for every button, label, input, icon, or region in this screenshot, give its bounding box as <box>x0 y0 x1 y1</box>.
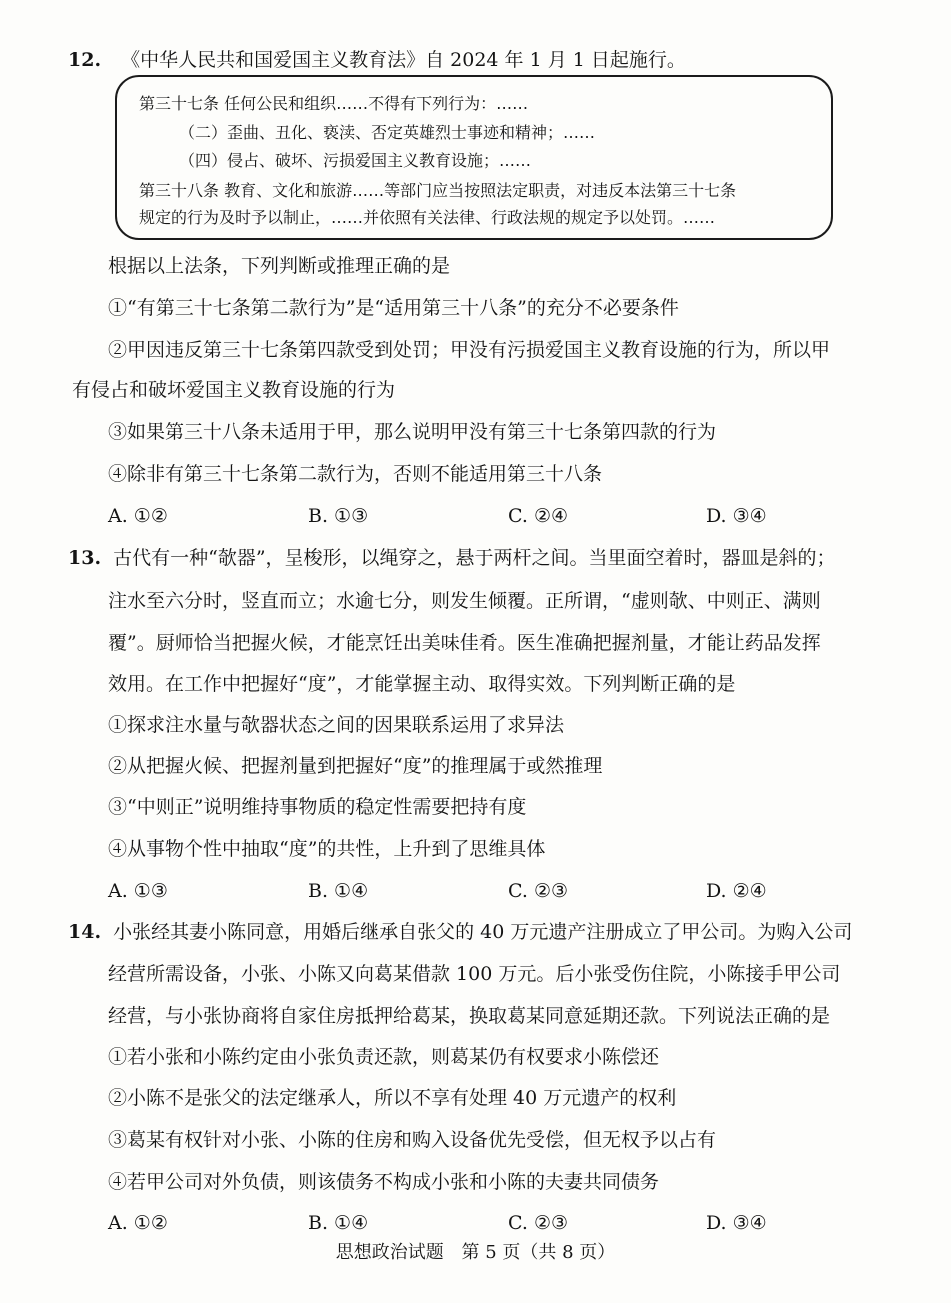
q14-option-a[interactable]: A. ①② <box>108 1212 168 1234</box>
q12-stem: 《中华人民共和国爱国主义教育法》自 2024 年 1 月 1 日起施行。 <box>121 49 686 71</box>
law-line: （二）歪曲、丑化、亵渎、否定英雄烈士事迹和精神；…… <box>179 123 596 142</box>
q12-option-b[interactable]: B. ①③ <box>308 505 369 527</box>
q12-number: 12. <box>68 49 102 71</box>
q14-option-c[interactable]: C. ②③ <box>508 1212 569 1234</box>
q12-statement: ④除非有第三十七条第二款行为，否则不能适用第三十八条 <box>108 463 603 485</box>
footer-subject: 思想政治试题 <box>335 1242 444 1263</box>
q14-statement: ①若小张和小陈约定由小张负责还款，则葛某仍有权要求小陈偿还 <box>108 1046 660 1068</box>
footer-page-number: 第 5 页（共 8 页） <box>461 1242 616 1263</box>
law-line: 第三十七条 任何公民和组织……不得有下列行为：…… <box>139 94 529 113</box>
law-line: 规定的行为及时予以制止，……并依照有关法律、行政法规的规定予以处罚。…… <box>139 208 716 227</box>
q13-option-c[interactable]: C. ②③ <box>508 880 569 902</box>
q12-option-d[interactable]: D. ③④ <box>706 505 767 527</box>
q14-paragraph-line: 经营所需设备，小张、小陈又向葛某借款 100 万元。后小张受伤住院，小陈接手甲公司 <box>108 963 841 985</box>
q14-paragraph-line: 小张经其妻小陈同意，用婚后继承自张父的 40 万元遗产注册成立了甲公司。为购入公司 <box>113 921 853 943</box>
q13-option-d[interactable]: D. ②④ <box>706 880 767 902</box>
q13-first-line <box>68 546 836 570</box>
q13-option-a[interactable]: A. ①③ <box>108 880 168 902</box>
q14-number: 14. <box>68 921 102 943</box>
q13-number: 13. <box>68 547 102 569</box>
q13-option-b[interactable]: B. ①④ <box>308 880 369 902</box>
q12-option-a[interactable]: A. ①② <box>108 505 168 527</box>
q13-statement: ①探求注水量与欹器状态之间的因果联系运用了求异法 <box>108 714 565 736</box>
q14-paragraph-line: 经营，与小张协商将自家住房抵押给葛某，换取葛某同意延期还款。下列说法正确的是 <box>108 1005 831 1027</box>
q14-option-b[interactable]: B. ①④ <box>308 1212 369 1234</box>
q12-statement: ③如果第三十八条未适用于甲，那么说明甲没有第三十七条第四款的行为 <box>108 421 717 443</box>
q13-paragraph-line: 覆”。厨师恰当把握火候，才能烹饪出美味佳肴。医生准确把握剂量，才能让药品发挥 <box>108 632 821 654</box>
law-line: （四）侵占、破坏、污损爱国主义教育设施；…… <box>179 151 532 170</box>
q12-statement: ①“有第三十七条第二款行为”是“适用第三十八条”的充分不必要条件 <box>108 297 679 319</box>
page-footer <box>0 1241 951 1265</box>
q13-paragraph-line: 效用。在工作中把握好“度”，才能掌握主动、取得实效。下列判断正确的是 <box>108 673 736 695</box>
q12-statement-cont: 有侵占和破坏爱国主义教育设施的行为 <box>72 379 396 401</box>
q13-paragraph-line: 古代有一种“欹器”，呈梭形，以绳穿之，悬于两杆之间。当里面空着时，器皿是斜的； <box>113 547 836 569</box>
q14-statement: ④若甲公司对外负债，则该债务不构成小张和小陈的夫妻共同债务 <box>108 1171 660 1193</box>
q13-paragraph-line: 注水至六分时，竖直而立；水逾七分，则发生倾覆。正所谓，“虚则欹、中则正、满则 <box>108 590 821 612</box>
q14-option-d[interactable]: D. ③④ <box>706 1212 767 1234</box>
q13-statement: ③“中则正”说明维持事物质的稳定性需要把持有度 <box>108 796 527 818</box>
q12-stem-line <box>68 48 686 72</box>
law-excerpt-box <box>115 75 833 240</box>
law-line: 第三十八条 教育、文化和旅游……等部门应当按照法定职责，对违反本法第三十七条 <box>139 181 737 200</box>
q13-statement: ②从把握火候、把握剂量到把握好“度”的推理属于或然推理 <box>108 755 603 777</box>
q12-statement: ②甲因违反第三十七条第四款受到处罚；甲没有污损爱国主义教育设施的行为，所以甲 <box>108 339 831 361</box>
q14-first-line <box>68 920 852 944</box>
q13-statement: ④从事物个性中抽取“度”的共性，上升到了思维具体 <box>108 838 546 860</box>
q14-statement: ②小陈不是张父的法定继承人，所以不享有处理 40 万元遗产的权利 <box>108 1087 677 1109</box>
q14-statement: ③葛某有权针对小张、小陈的住房和购入设备优先受偿，但无权予以占有 <box>108 1129 717 1151</box>
q12-option-c[interactable]: C. ②④ <box>508 505 569 527</box>
q12-question: 根据以上法条，下列判断或推理正确的是 <box>108 255 451 277</box>
